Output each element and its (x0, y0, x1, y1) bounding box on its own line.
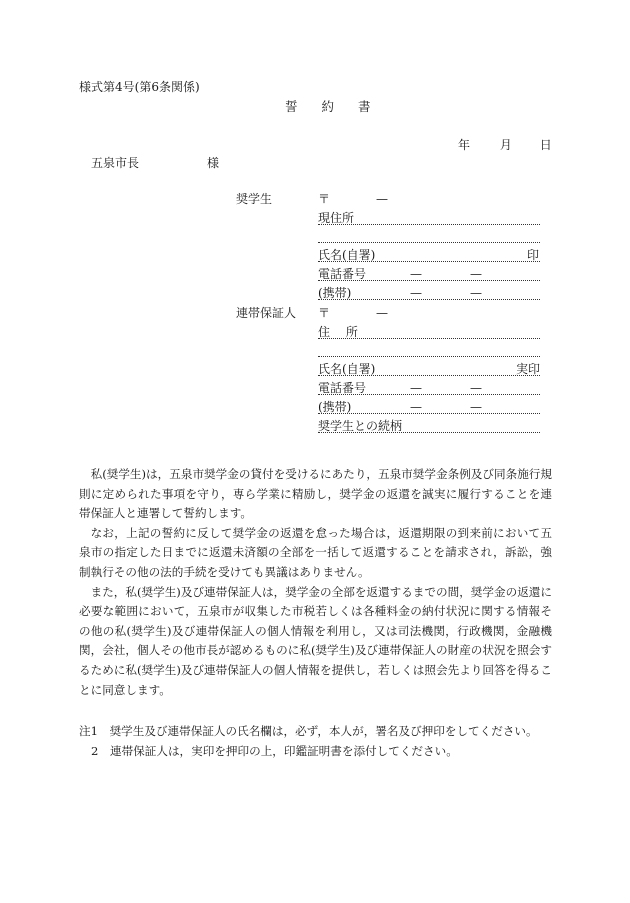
guarantor-phone-dash-1: — (410, 381, 422, 395)
guarantor-address-line-1[interactable] (318, 338, 540, 339)
student-mobile-dash-2: — (470, 286, 482, 300)
guarantor-mobile-dash-2: — (470, 400, 482, 414)
student-heading: 奨学生 (236, 192, 273, 206)
guarantor-name-label: 氏名(自署) (318, 362, 376, 376)
guarantor-phone-label: 電話番号 (318, 381, 367, 395)
student-address-label: 現住所 (318, 211, 355, 225)
student-postal-dash: — (376, 192, 388, 206)
date-year: 年 (458, 138, 471, 152)
guarantor-phone-line[interactable] (318, 394, 540, 395)
guarantor-relation-label: 奨学生との続柄 (318, 419, 403, 433)
student-mobile-label: (携帯) (318, 286, 352, 300)
guarantor-heading: 連帯保証人 (236, 306, 297, 320)
addressee-honorific: 様 (207, 156, 220, 170)
guarantor-address-line-2[interactable] (318, 356, 540, 357)
guarantor-phone-dash-2: — (470, 381, 482, 395)
student-phone-dash-1: — (410, 267, 422, 281)
student-seal: 印 (527, 248, 540, 262)
note-1: 注1 奨学生及び連帯保証人の氏名欄は，必ず，本人が，署名及び押印をしてください。 (79, 724, 538, 738)
guarantor-postal-dash: — (376, 306, 388, 320)
guarantor-seal: 実印 (516, 362, 541, 376)
guarantor-address-label: 住 所 (318, 325, 364, 339)
student-phone-dash-2: — (470, 267, 482, 281)
student-mobile-line[interactable] (318, 299, 540, 300)
student-phone-line[interactable] (318, 280, 540, 281)
document-title: 誓 約 書 (285, 99, 381, 114)
body-paragraph-3: また，私(奨学生)及び連帯保証人は，奨学金の全部を返還するまでの間，奨学金の返還に必要な範囲において，五泉市が収集した市税若しくは各種料金の納付状況に関する情報その他の私(奨学生)及び連帯保証人の個人情報を利用し，又は司法機関，行政機関，金融機関，会社，個人その他市長が認めるものに私(奨学生)及び連帯保証人の財産の状況を照会するために私(奨学生)及び連帯保証人の個人情報を提供し，若しくは照会先より回答を得ることに同意します。 (79, 584, 552, 697)
guarantor-mobile-label: (携帯) (318, 400, 352, 414)
note-2: 2 連帯保証人は，実印を押印の上，印鑑証明書を添付してください。 (91, 744, 458, 758)
guarantor-mobile-dash-1: — (410, 400, 422, 414)
guarantor-postal-mark: 〒 (318, 306, 331, 320)
guarantor-name-line[interactable] (318, 375, 540, 376)
guarantor-mobile-line[interactable] (318, 413, 540, 414)
date-day: 日 (539, 138, 552, 152)
student-mobile-dash-1: — (410, 286, 422, 300)
body-paragraph-1: 私(奨学生)は，五泉市奨学金の貸付を受けるにあたり，五泉市奨学金条例及び同条施行規則に定められた事項を守り，専ら学業に精励し，奨学金の返還を誠実に履行することを連帯保証人と連署して誓約します。 (79, 467, 552, 521)
addressee-name: 五泉市長 (91, 156, 140, 170)
student-name-label: 氏名(自署) (318, 248, 376, 262)
form-number: 様式第4号(第6条関係) (79, 80, 200, 94)
student-address-line-2[interactable] (318, 242, 540, 243)
date-month: 月 (499, 138, 512, 152)
body-paragraph-2: なお，上記の誓約に反して奨学金の返還を怠った場合は，返還期限の到来前において五泉市の指定した日までに返還未済額の全部を一括して返還することを請求され，訴訟，強制執行その他の法的手続を受けても異議はありません。 (79, 525, 552, 579)
student-address-line-1[interactable] (318, 224, 540, 225)
guarantor-relation-line[interactable] (318, 432, 540, 433)
date-line (458, 138, 552, 152)
student-postal-mark: 〒 (318, 192, 331, 206)
student-phone-label: 電話番号 (318, 267, 367, 281)
body-text (79, 465, 552, 700)
student-name-line[interactable] (318, 261, 540, 262)
